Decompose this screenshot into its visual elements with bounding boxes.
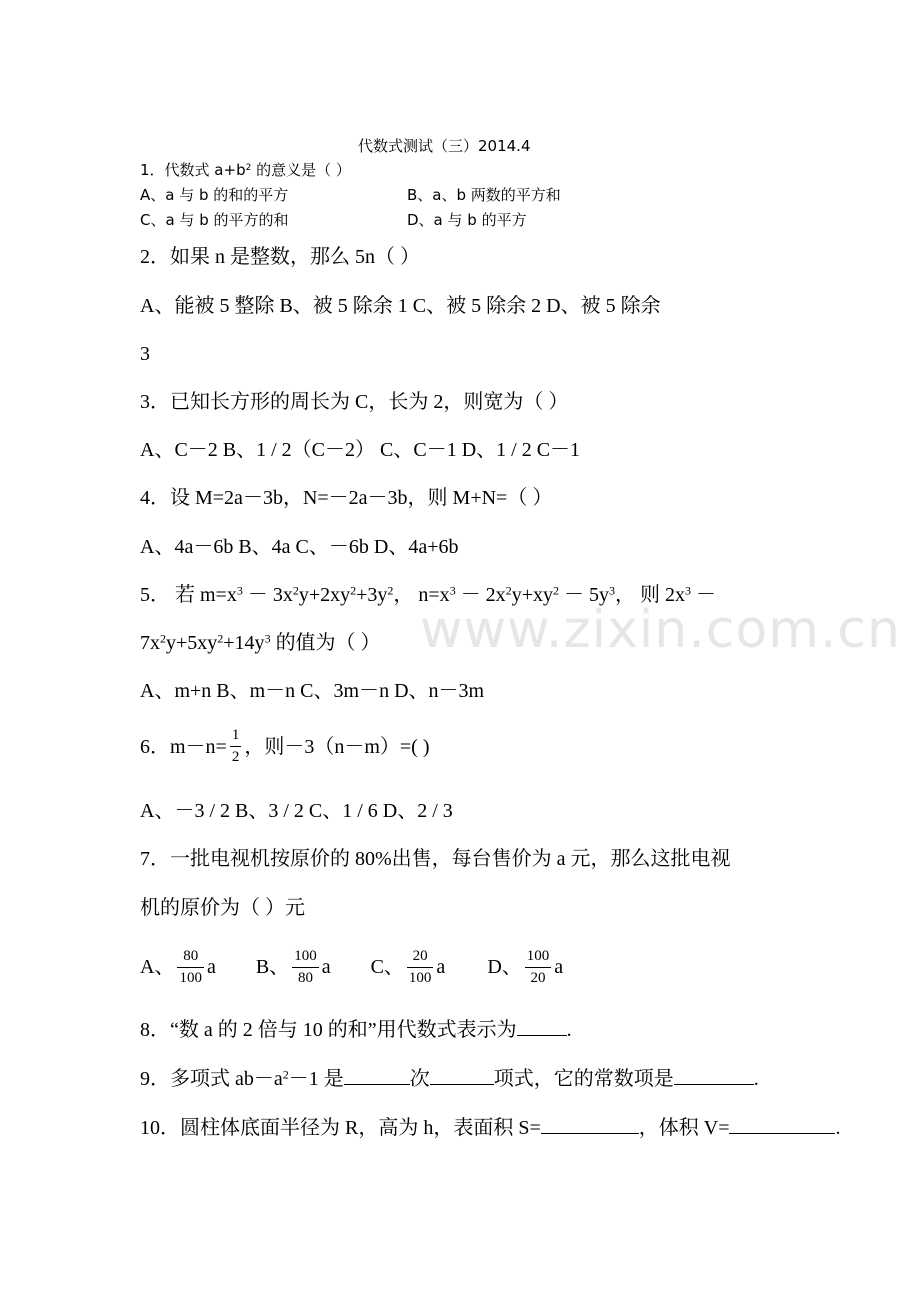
question-1-stem: 1．代数式 $a+b^2$ 的意义是（ ） (140, 161, 351, 179)
fraction: $\frac{20}{100}$ (408, 947, 432, 986)
fraction: $\frac{80}{100}$ (179, 947, 202, 986)
answer-blank[interactable] (430, 1066, 494, 1085)
question-1-option-a: A、a 与 b 的和的平方 (140, 186, 289, 204)
question-1-option-c: C、a 与 b 的平方的和 (140, 211, 289, 229)
question-9-stem: 9．多项式 $ab-a^2-1$ 是 次 项式，它的常数项是 . (140, 1067, 759, 1090)
question-7-options: A、 $\frac{80}{100}$ a B、 $\frac{100}{80}$ a C、 $\frac{20}{100}$ a D、 $\frac{100}{20}$ a (140, 947, 564, 986)
question-8-stem: 8．“数 a 的 2 倍与 10 的和”用代数式表示为 . (140, 1019, 572, 1041)
question-10-stem: 10．圆柱体底面半径为 R，高为 h，表面积 S= ，体积 V= . (140, 1117, 841, 1139)
question-2-options-wrap: 3 (140, 343, 150, 365)
question-4-options: A、4a－6b B、4a C、－6b D、4a+6b (140, 536, 459, 558)
answer-blank[interactable] (541, 1115, 639, 1134)
question-3-stem: 3．已知长方形的周长为 C，长为 2，则宽为（ ） (140, 391, 569, 413)
question-6-stem: 6．m－n= $\frac{1}{2}$ ，则－3（n－m）=( ) (140, 727, 430, 765)
question-2-stem: 2．如果 n 是整数，那么 5n（ ） (140, 246, 420, 268)
answer-blank[interactable] (344, 1066, 410, 1085)
fraction: $\frac{1}{2}$ (231, 727, 240, 765)
question-2-options: A、能被 5 整除 B、被 5 除余 1 C、被 5 除余 2 D、被 5 除余 (140, 295, 661, 317)
question-6-options: A、－3 / 2 B、3 / 2 C、1 / 6 D、2 / 3 (140, 800, 453, 822)
fraction: $\frac{100}{20}$ (526, 947, 550, 986)
watermark: www.zixin.com.cn (420, 600, 901, 660)
answer-blank[interactable] (517, 1017, 567, 1036)
fraction: $\frac{100}{80}$ (294, 947, 317, 986)
question-7-stem-wrap: 机的原价为（ ）元 (140, 897, 305, 919)
question-5-options: A、m+n B、m－n C、3m－n D、n－3m (140, 680, 485, 702)
question-1-option-b: B、a、b 两数的平方和 (407, 186, 561, 204)
question-5-stem-line-2: $7x^2y+5xy^2+14y^3$ 的值为（ ） (140, 631, 381, 654)
answer-blank[interactable] (729, 1115, 835, 1134)
question-4-stem: 4．设 M=2a－3b，N=－2a－3b，则 M+N=（ ） (140, 487, 553, 509)
question-3-options: A、C－2 B、1 / 2（C－2） C、C－1 D、1 / 2 C－1 (140, 439, 581, 461)
question-1-option-d: D、a 与 b 的平方 (407, 211, 527, 229)
question-7-stem: 7．一批电视机按原价的 80%出售，每台售价为 a 元，那么这批电视 (140, 848, 731, 870)
answer-blank[interactable] (674, 1066, 754, 1085)
page-title: 代数式测试（三）2014.4 (358, 137, 531, 155)
question-5-stem-line-1: 5． 若 $m=x^3 - 3x^2y+2xy^2+3y^2$， $n=x^3 - 2x^2y+xy^2 - 5y^3$， 则 $2x^3$ － (140, 583, 716, 606)
